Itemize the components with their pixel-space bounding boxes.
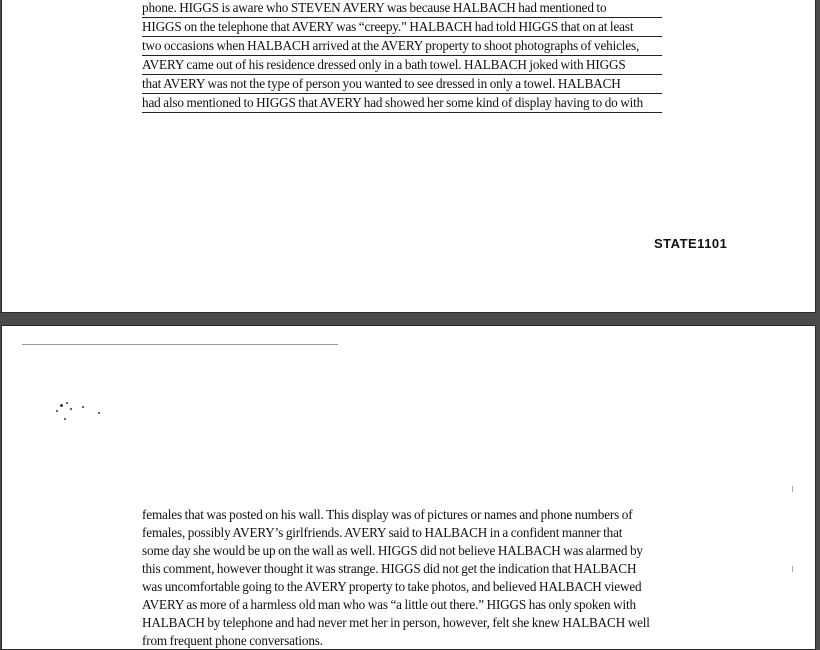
page-bottom-text	[142, 506, 662, 650]
text-line: females that was posted on his wall. This display was of pictures or names and phone numbers of	[142, 507, 633, 522]
document-page-top	[2, 0, 815, 312]
scan-artifact-mark	[792, 566, 793, 572]
text-line: this comment, however thought it was strange. HIGGS did not get the indication that HALBACH	[142, 561, 637, 576]
text-line: phone. HIGGS is aware who STEVEN AVERY was because HALBACH had mentioned to	[142, 0, 662, 18]
text-line: from frequent phone conversations.	[142, 633, 323, 648]
bates-stamp: STATE1101	[654, 236, 728, 251]
scan-artifact-specks	[52, 398, 112, 428]
text-line: had also mentioned to HIGGS that AVERY had showed her some kind of display having to do with	[142, 94, 662, 113]
scan-artifact-line	[22, 344, 338, 345]
text-line: two occasions when HALBACH arrived at the AVERY property to shoot photographs of vehicles,	[142, 37, 662, 56]
scan-artifact-mark	[792, 486, 793, 492]
text-line: AVERY as more of a harmless old man who was “a little out there.” HIGGS has only spoken with	[142, 597, 636, 612]
text-line: was uncomfortable going to the AVERY property to take photos, and believed HALBACH viewed	[142, 579, 642, 594]
text-line: that AVERY was not the type of person you wanted to see dressed in only a towel. HALBACH	[142, 75, 662, 94]
document-page-bottom	[2, 326, 815, 649]
text-line: some day she would be up on the wall as well. HIGGS did not believe HALBACH was alarmed by	[142, 543, 643, 558]
text-line: females, possibly AVERY’s girlfriends. AVERY said to HALBACH in a confident manner that	[142, 525, 623, 540]
text-line: AVERY came out of his residence dressed only in a bath towel. HALBACH joked with HIGGS	[142, 56, 662, 75]
text-line: HALBACH by telephone and had never met her in person, however, felt she knew HALBACH well	[142, 615, 650, 630]
text-line: HIGGS on the telephone that AVERY was “creepy.” HALBACH had told HIGGS that on at least	[142, 18, 662, 37]
page-top-text	[142, 0, 662, 113]
